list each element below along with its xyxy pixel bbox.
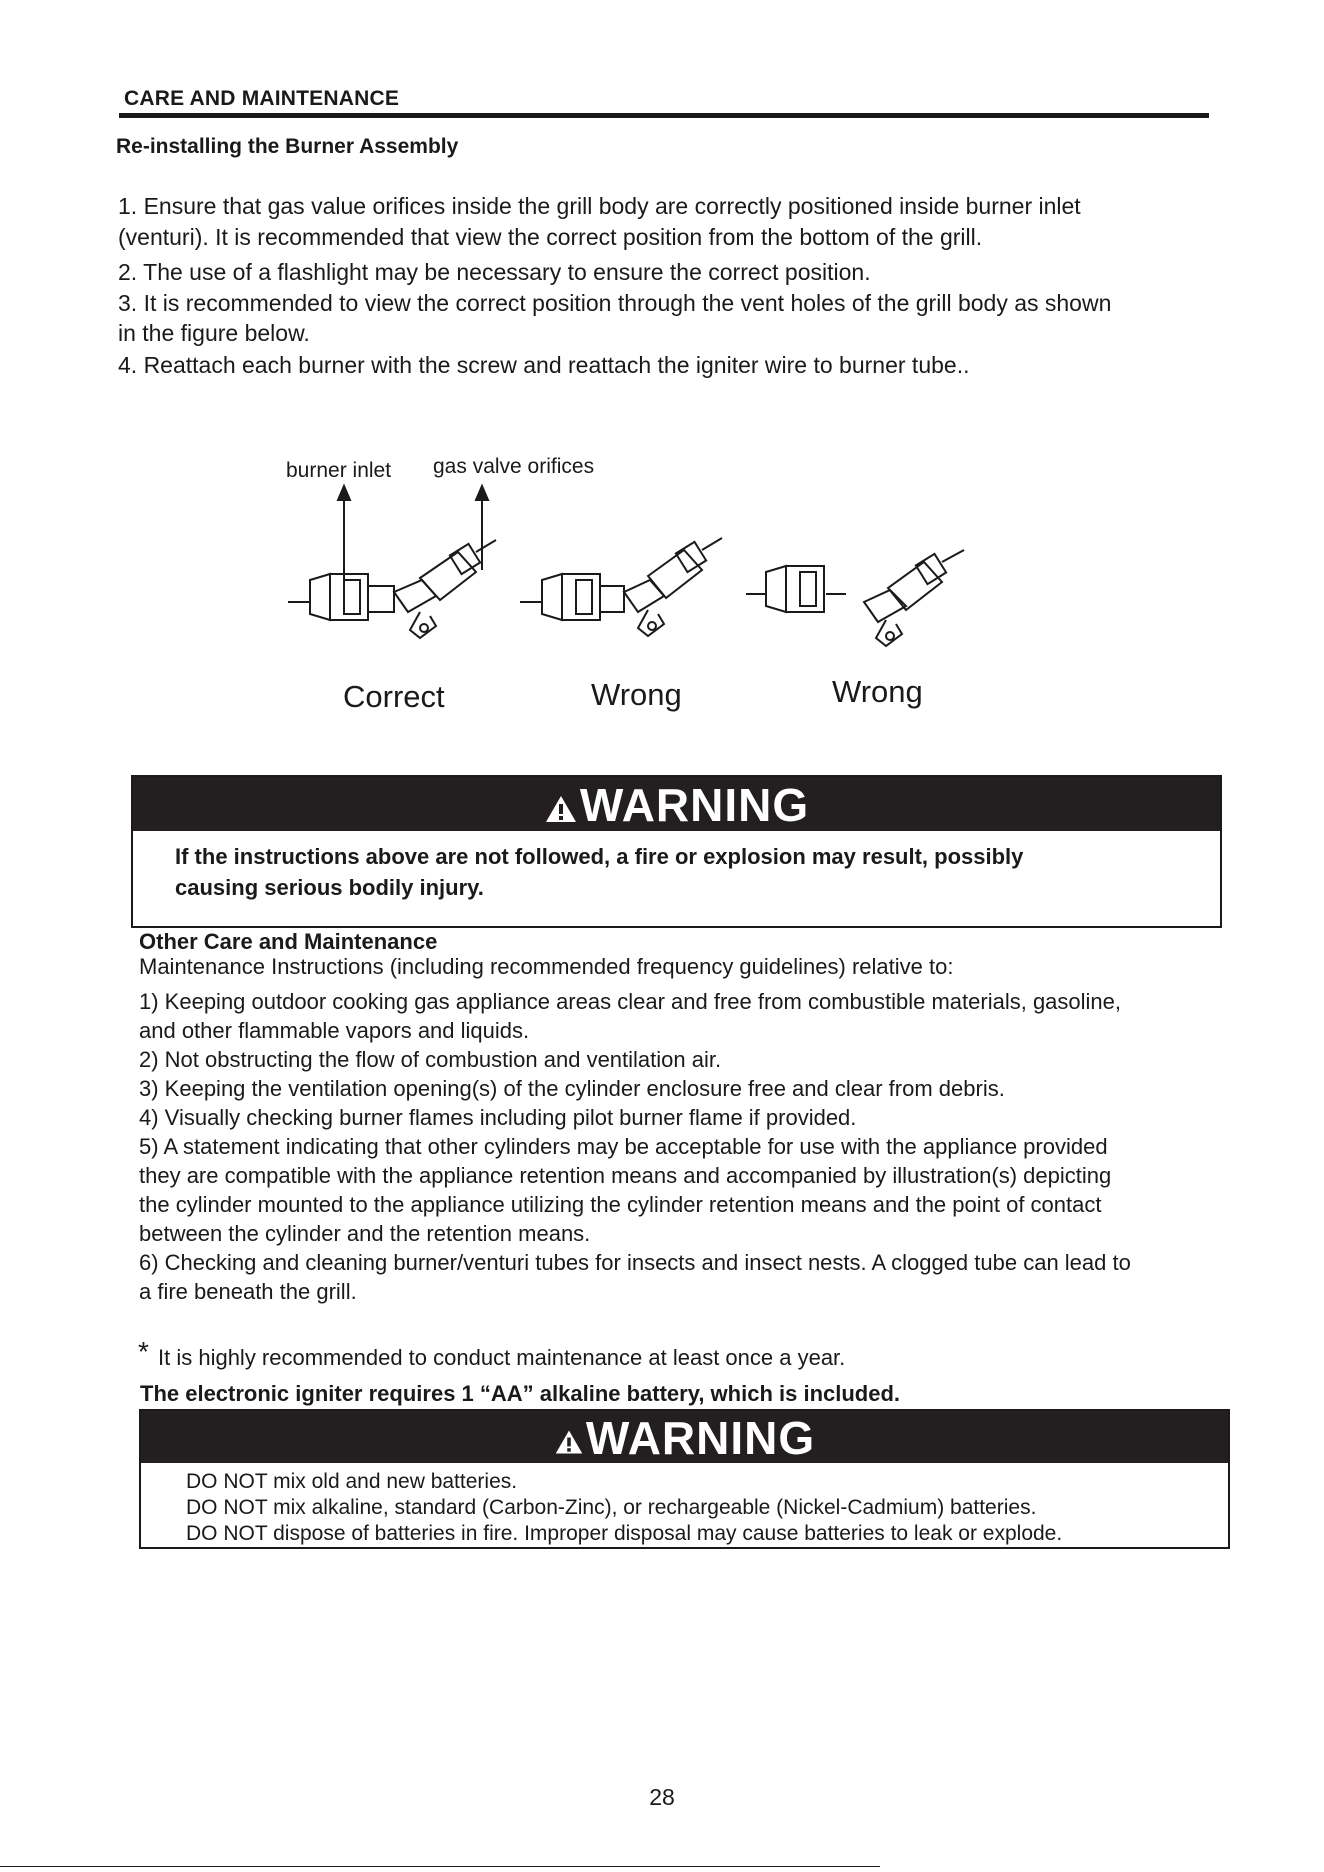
step-line: in the figure below.	[118, 320, 310, 346]
caption-correct: Correct	[343, 679, 445, 714]
list-item: and other flammable vapors and liquids.	[139, 1018, 530, 1043]
other-care-intro: Maintenance Instructions (including recommended frequency guidelines) relative to:	[139, 954, 954, 979]
list-item: 5) A statement indicating that other cylinders may be acceptable for use with the appliance provided	[139, 1134, 1108, 1159]
warning-icon	[554, 1428, 584, 1456]
warning-icon	[544, 794, 578, 824]
list-item: they are compatible with the appliance retention means and accompanied by illustration(s) depicting	[139, 1163, 1112, 1188]
warning-line: DO NOT dispose of batteries in fire. Improper disposal may cause batteries to leak or explode.	[186, 1522, 1063, 1545]
page-number: 28	[649, 1784, 675, 1810]
battery-warning-text	[141, 1463, 1228, 1547]
list-item: between the cylinder and the retention means.	[139, 1221, 591, 1246]
gas-valve-label: gas valve orifices	[433, 455, 595, 478]
list-item: 2) Not obstructing the flow of combustion and ventilation air.	[139, 1047, 722, 1072]
warning-line: DO NOT mix old and new batteries.	[186, 1470, 518, 1493]
warning-title: WARNING	[579, 779, 810, 831]
asterisk: *	[138, 1336, 149, 1367]
caption-wrong: Wrong	[591, 677, 682, 712]
correct-burner-drawing	[288, 540, 496, 638]
other-care-heading: Other Care and Maintenance	[139, 929, 438, 954]
step-line: 4. Reattach each burner with the screw and reattach the igniter wire to burner tube..	[118, 352, 970, 378]
battery-note: The electronic igniter requires 1 “AA” alkaline battery, which is included.	[140, 1381, 901, 1406]
list-item: 1) Keeping outdoor cooking gas appliance areas clear and free from combustible materials, gasoline,	[139, 989, 1122, 1014]
step-line: 2. The use of a flashlight may be necessary to ensure the correct position.	[118, 259, 871, 285]
list-item: the cylinder mounted to the appliance utilizing the cylinder retention means and the point of contact	[139, 1192, 1102, 1217]
section-title: CARE AND MAINTENANCE	[124, 87, 400, 110]
warning-text	[133, 831, 1220, 903]
caption-wrong: Wrong	[832, 674, 923, 709]
battery-warning-box	[139, 1409, 1230, 1549]
list-item: 4) Visually checking burner flames including pilot burner flame if provided.	[139, 1105, 857, 1130]
step-line: 3. It is recommended to view the correct position through the vent holes of the grill body as shown	[118, 290, 1112, 316]
wrong-burner-drawing-2	[746, 550, 964, 646]
step-line: (venturi). It is recommended that view the correct position from the bottom of the grill.	[118, 224, 983, 250]
list-item: a fire beneath the grill.	[139, 1279, 357, 1304]
step-line: 1. Ensure that gas value orifices inside the grill body are correctly positioned inside burner inlet	[118, 193, 1081, 219]
other-care-list	[139, 987, 1239, 1306]
subheading: Re-installing the Burner Assembly	[116, 135, 459, 158]
list-item: 3) Keeping the ventilation opening(s) of the cylinder enclosure free and clear from debris.	[139, 1076, 1005, 1101]
warning-line: If the instructions above are not followed, a fire or explosion may result, possibly	[175, 844, 1024, 869]
wrong-burner-drawing-1	[520, 538, 722, 636]
section-rule	[119, 113, 1209, 118]
warning-line: DO NOT mix alkaline, standard (Carbon-Zinc), or rechargeable (Nickel-Cadmium) batteries.	[186, 1496, 1037, 1519]
burner-inlet-label: burner inlet	[286, 459, 392, 482]
warning-header	[141, 1411, 1228, 1463]
warning-line: causing serious bodily injury.	[175, 875, 484, 900]
burner-illustration	[270, 480, 1030, 670]
warning-box	[131, 775, 1222, 928]
maintenance-note: It is highly recommended to conduct maintenance at least once a year.	[158, 1345, 846, 1370]
list-item: 6) Checking and cleaning burner/venturi tubes for insects and insect nests. A clogged tube can lead to	[139, 1250, 1131, 1275]
warning-header	[133, 777, 1220, 831]
warning-title: WARNING	[585, 1412, 816, 1464]
bottom-rule	[0, 1866, 880, 1867]
